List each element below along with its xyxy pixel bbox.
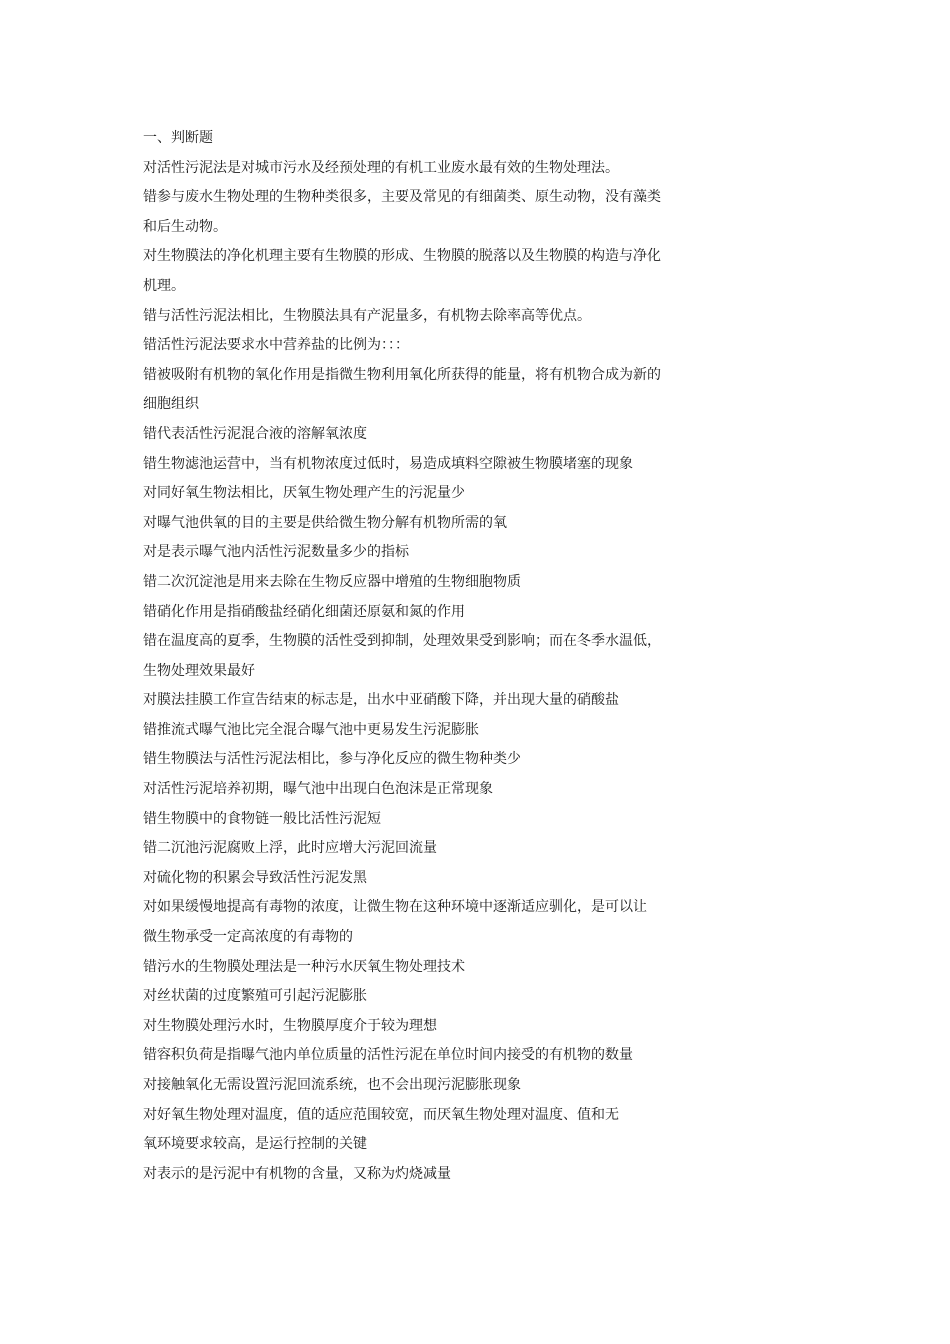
text-line: 对硫化物的积累会导致活性污泥发黑 xyxy=(143,869,367,886)
text-line: 错二次沉淀池是用来去除在生物反应器中增殖的生物细胞物质 xyxy=(143,573,521,590)
text-line: 对膜法挂膜工作宣告结束的标志是，出水中亚硝酸下降，并出现大量的硝酸盐 xyxy=(143,692,619,709)
text-line: 和后生动物。 xyxy=(143,218,227,235)
text-line: 对如果缓慢地提高有毒物的浓度，让微生物在这种环境中逐渐适应驯化，是可以让 xyxy=(143,899,647,916)
text-line: 错推流式曝气池比完全混合曝气池中更易发生污泥膨胀 xyxy=(143,721,479,738)
document-body xyxy=(143,124,703,1189)
text-line: 对活性污泥法是对城市污水及经预处理的有机工业废水最有效的生物处理法。 xyxy=(143,159,619,176)
text-line: 错参与废水生物处理的生物种类很多，主要及常见的有细菌类、原生动物，没有藻类 xyxy=(143,189,661,206)
text-line: 错被吸附有机物的氧化作用是指微生物利用氧化所获得的能量，将有机物合成为新的 xyxy=(143,366,661,383)
text-line: 对曝气池供氧的目的主要是供给微生物分解有机物所需的氧 xyxy=(143,514,507,531)
text-line: 错二沉池污泥腐败上浮，此时应增大污泥回流量 xyxy=(143,840,437,857)
text-line: 机理。 xyxy=(143,277,185,294)
text-line: 错在温度高的夏季，生物膜的活性受到抑制，处理效果受到影响；而在冬季水温低， xyxy=(143,633,661,650)
text-line: 对活性污泥培养初期，曝气池中出现白色泡沫是正常现象 xyxy=(143,781,493,798)
section-heading: 一、判断题 xyxy=(143,130,213,146)
text-line: 对生物膜法的净化机理主要有生物膜的形成、生物膜的脱落以及生物膜的构造与净化 xyxy=(143,248,661,265)
text-line: 错生物膜中的食物链一般比活性污泥短 xyxy=(143,810,381,827)
text-line: 对接触氧化无需设置污泥回流系统，也不会出现污泥膨胀现象 xyxy=(143,1077,521,1093)
text-line: 错硝化作用是指硝酸盐经硝化细菌还原氨和氮的作用 xyxy=(143,603,465,620)
text-line: 生物处理效果最好 xyxy=(143,662,255,679)
text-line: 错代表活性污泥混合液的溶解氧浓度 xyxy=(143,425,367,442)
text-line: 错生物膜法与活性污泥法相比，参与净化反应的微生物种类少 xyxy=(143,751,521,768)
text-line: 对丝状菌的过度繁殖可引起污泥膨胀 xyxy=(143,988,367,1005)
text-line: 对是表示曝气池内活性污泥数量多少的指标 xyxy=(143,544,409,561)
text-line: 对同好氧生物法相比，厌氧生物处理产生的污泥量少 xyxy=(143,485,465,502)
text-line: 对表示的是污泥中有机物的含量，又称为灼烧减量 xyxy=(143,1165,451,1182)
text-line: 错污水的生物膜处理法是一种污水厌氧生物处理技术 xyxy=(143,958,465,975)
text-line: 细胞组织 xyxy=(143,396,199,413)
text-line: 微生物承受一定高浓度的有毒物的 xyxy=(143,929,353,946)
text-line: 错容积负荷是指曝气池内单位质量的活性污泥在单位时间内接受的有机物的数量 xyxy=(143,1047,633,1064)
text-line: 错与活性污泥法相比，生物膜法具有产泥量多，有机物去除率高等优点。 xyxy=(143,307,591,324)
text-line: 错生物滤池运营中，当有机物浓度过低时，易造成填料空隙被生物膜堵塞的现象 xyxy=(143,455,633,472)
text-line: 对好氧生物处理对温度，值的适应范围较宽，而厌氧生物处理对温度、值和无 xyxy=(143,1106,619,1123)
text-line: 对生物膜处理污水时，生物膜厚度介于较为理想 xyxy=(143,1017,437,1034)
text-line: 氧环境要求较高，是运行控制的关键 xyxy=(143,1136,367,1153)
text-line: 错活性污泥法要求水中营养盐的比例为：：： xyxy=(143,337,409,354)
